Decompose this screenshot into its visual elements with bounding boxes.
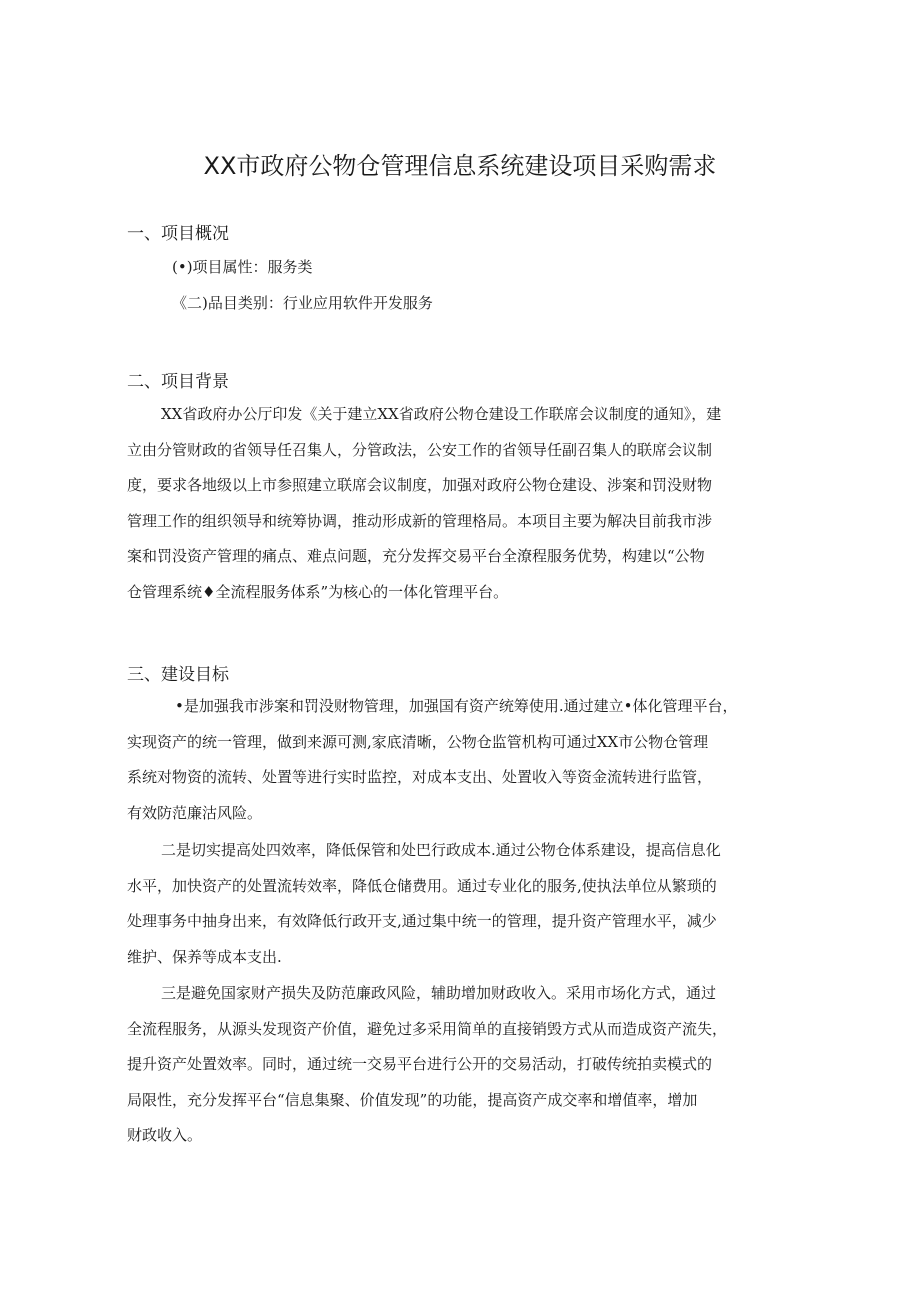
section-2-paragraph (127, 397, 797, 610)
paragraph-line: 有效防范廉沽风险。 (127, 803, 263, 822)
section-2-heading: 二、项目背景 (127, 372, 229, 392)
section-3-paragraph-2 (127, 833, 797, 975)
paragraph-line: 财政收入。 (127, 1126, 203, 1144)
section-3-paragraph-3 (127, 976, 797, 1154)
paragraph-line: 提升资产处置效率。同时，通过统一交易平台进行公开的交易活动，打破传统拍卖模式的 (127, 1055, 713, 1073)
section-3-heading: 三、建设目标 (127, 665, 229, 685)
paragraph-line: 案和罚没资产管理的痛点、难点问题，充分发挥交易平台全潦程服务优势，构建以“公物 (127, 547, 705, 565)
paragraph-line: •是加强我市涉案和罚没财物管理，加强国有资产统筹使用.通过建立•体化管理平台， (175, 697, 738, 715)
document-title: XX市政府公物仓管理信息系统建设项目采购需求 (203, 152, 717, 180)
section-1-heading: 一、项目概况 (127, 224, 229, 244)
paragraph-line: XX省政府办公厅印发《关于建立XX省政府公物仓建设工作联席会议制度的通知》，建 (161, 405, 722, 423)
paragraph-line: 局限性，充分发挥平台“信息集聚、价值发现”的功能，提高资产成交率和增值率，增加 (127, 1090, 698, 1109)
paragraph-line: 管理工作的组织领导和统筹协调，推动形成新的管理格局。本项目主要为解决目前我市涉 (127, 511, 713, 530)
paragraph-line: 维护、保养等成本支出. (127, 947, 282, 966)
paragraph-line: 处理事务中抽身出来，有效降低行政开支,通过集中统一的管理，提升资产管理水平，减少 (127, 912, 717, 930)
section-1-item-2: 《二)品目类别：行业应用软件开发服务 (172, 294, 433, 312)
paragraph-line: 仓管理系统♦全流程服务体系”为核心的一体化管理平台。 (127, 582, 509, 601)
paragraph-line: 实现资产的统一管理，做到来源可测,家底清晰，公物仓监管机构可通过XX市公物仓管理 (127, 732, 709, 751)
paragraph-line: 系统对物资的流转、处置等进行实时监控，对成本支出、处置收入等资金流转进行监管， (127, 768, 713, 786)
paragraph-line: 二是切实提高处四效率，降低保管和处巴行政成本.通过公物仓体系建设，提高信息化 (161, 841, 721, 859)
paragraph-line: 度，要求各地级以上市参照建立联席会议制度，加强对政府公物仓建设、涉案和罚没财物 (127, 476, 713, 494)
paragraph-line: 三是避免国家财产损失及防范廉政风险，辅助增加财政收入。采用市场化方式，通过 (161, 984, 717, 1002)
section-1-item-1: (•)项目属性：服务类 (172, 258, 313, 276)
paragraph-line: 立由分管财政的省领导任召集人，分管政法，公安工作的省领导任副召集人的联席会议制 (127, 440, 713, 459)
paragraph-line: 全流程服务，从源头发现资产价值，避免过多采用简单的直接销毁方式从而造成资产流失， (127, 1019, 728, 1038)
section-3-paragraph-1 (127, 689, 797, 831)
paragraph-line: 水平，加快资产的处置流转效率，降低仓储费用。通过专业化的服务,使执法单位从繁琐的 (127, 876, 717, 895)
